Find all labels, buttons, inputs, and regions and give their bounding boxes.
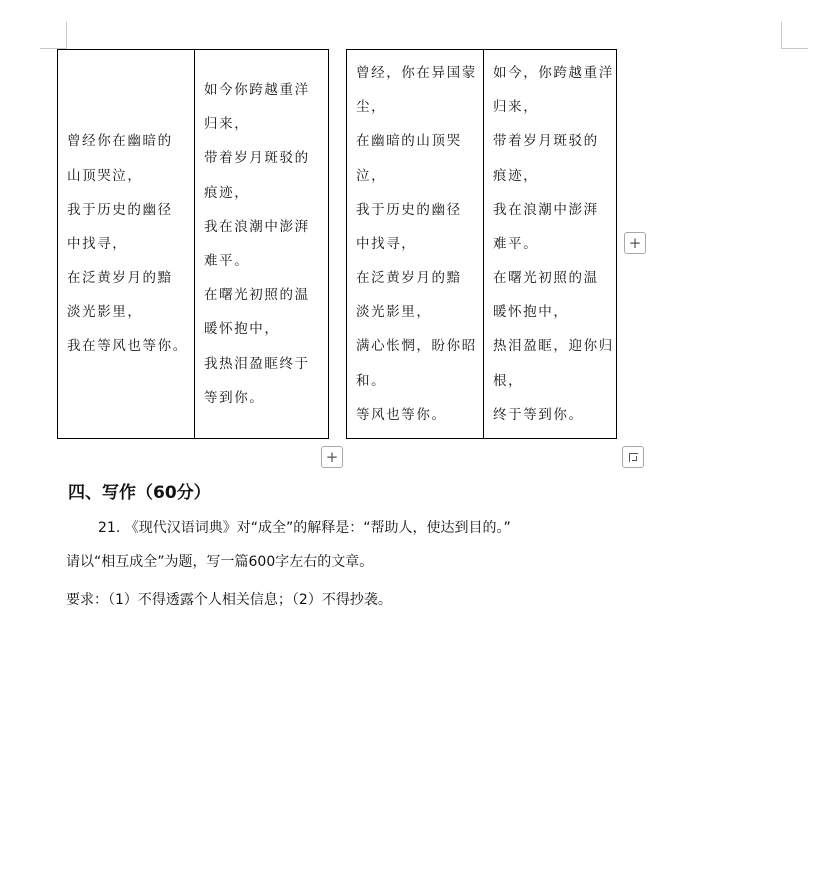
crop-mark-right-vertical [781,22,782,49]
poem-line: 在曙光初照的温 [493,270,599,287]
poem-line: 在幽暗的山顶哭 [356,133,462,150]
poem-line: 中找寻， [67,235,128,252]
poem-line: 在泛黄岁月的黯 [67,270,173,287]
poem-line: 曾经，你在异国蒙 [356,64,477,81]
poem-line: 痕迹， [204,184,250,201]
poem-line: 尘， [356,99,387,116]
poem-line: 在泛黄岁月的黯 [356,270,462,287]
poem-line: 曾经你在幽暗的 [67,133,173,150]
poem-line: 带着岁月斑驳的 [493,133,599,150]
poem-line: 热泪盈眶，迎你归 [493,338,614,355]
poem-line: 归来， [493,99,539,116]
prompt-text: 请以“相互成全”为题，写一篇600字左右的文章。 [66,554,374,570]
table-left-cell-original[interactable] [58,50,194,438]
poem-line: 暖怀抱中， [204,321,280,338]
poem-line: 泣， [356,167,387,184]
poem-line: 淡光影里， [356,304,432,321]
poem-line: 我于历史的幽径 [67,201,173,218]
add-column-button[interactable]: + [624,232,646,254]
table-resize-handle[interactable] [622,446,644,468]
poem-line: 淡光影里， [67,304,143,321]
poem-line: 难平。 [493,235,539,252]
poem-line: 我在等风也等你。 [67,338,188,355]
poem-line: 满心怅惘，盼你昭 [356,338,477,355]
poem-line: 归来， [204,116,250,133]
poem-table-left[interactable] [57,49,329,439]
poem-line: 等风也等你。 [356,406,447,423]
add-row-button[interactable]: + [321,446,343,468]
poem-table-right[interactable] [346,49,617,439]
poem-line: 如今，你跨越重洋 [493,64,614,81]
table-right-cell-original[interactable] [347,50,483,438]
question-text: 21. 《现代汉语词典》对“成全”的解释是：“帮助人，使达到目的。” [98,520,511,536]
poem-line: 终于等到你。 [493,406,584,423]
poem-line: 我在浪潮中澎湃 [493,201,599,218]
poem-line: 暖怀抱中， [493,304,569,321]
poem-line: 我在浪潮中澎湃 [204,218,310,235]
poem-line: 我于历史的幽径 [356,201,462,218]
crop-mark-right-horizontal [781,48,808,49]
poem-line: 我热泪盈眶终于 [204,355,310,372]
table-left-cell-revised[interactable] [194,50,328,438]
crop-mark-left-vertical [66,22,67,49]
poem-line: 和。 [356,372,387,389]
poem-line: 根， [493,372,524,389]
poem-line: 如今你跨越重洋 [204,82,310,99]
table-right-cell-revised[interactable] [483,50,618,438]
poem-line: 带着岁月斑驳的 [204,150,310,167]
poem-line: 山顶哭泣， [67,167,143,184]
poem-line: 中找寻， [356,235,417,252]
poem-line: 难平。 [204,253,250,269]
poem-line: 痕迹， [493,167,539,184]
poem-line: 等到你。 [204,389,265,406]
section-heading: 四、写作（60分） [68,483,211,503]
requirement-text: 要求：（1）不得透露个人相关信息；（2）不得抄袭。 [66,592,392,608]
poem-line: 在曙光初照的温 [204,287,310,304]
